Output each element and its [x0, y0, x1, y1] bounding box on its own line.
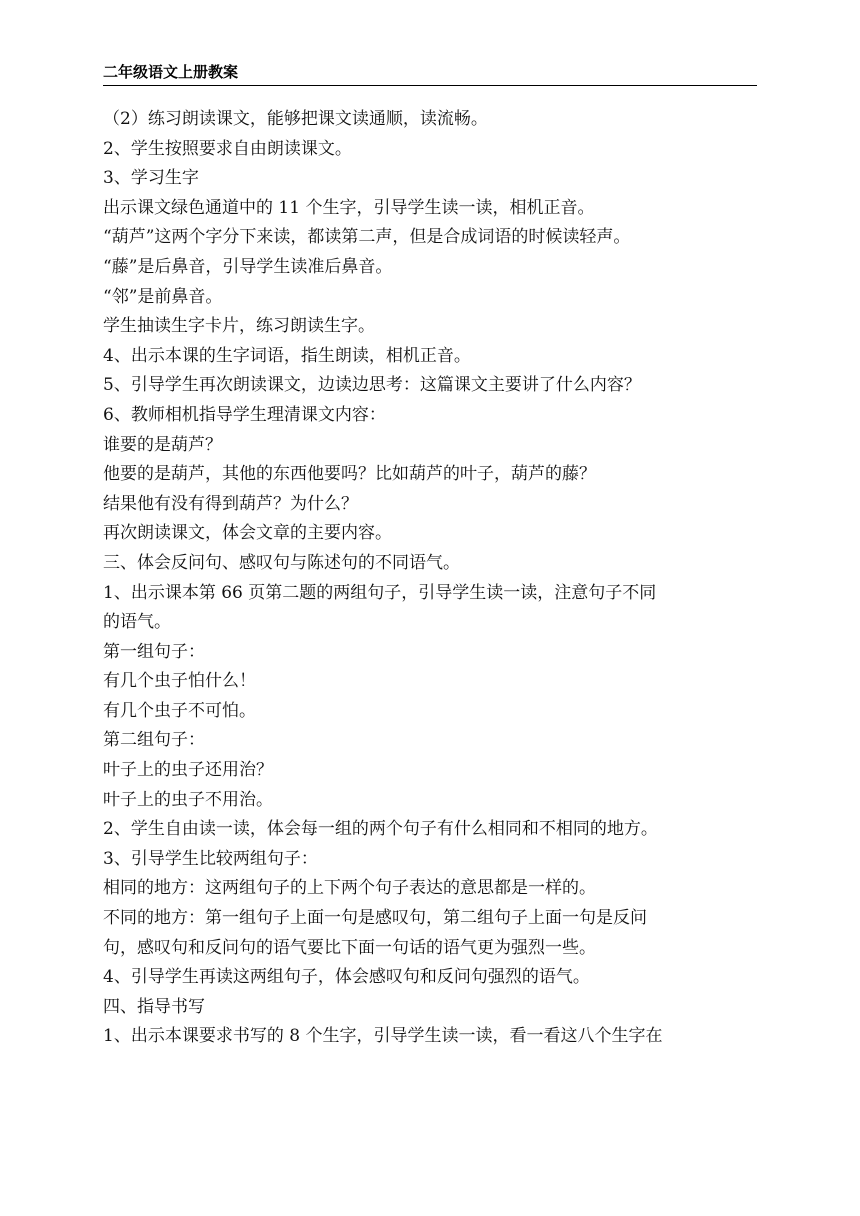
text-line: 第一组句子：	[103, 641, 205, 662]
text-line: 有几个虫子怕什么！	[103, 671, 256, 692]
text-line: 1、出示课本第 66 页第二题的两组句子，引导学生读一读，注意句子不同	[103, 582, 657, 603]
text-line: 叶子上的虫子还用治？	[103, 760, 273, 781]
text-line: 第二组句子：	[103, 730, 205, 751]
text-line: 5、引导学生再次朗读课文，边读边思考：这篇课文主要讲了什么内容？	[103, 375, 641, 396]
section-heading: 三、体会反问句、感叹句与陈述句的不同语气。	[103, 552, 460, 573]
text-line: “邻”是前鼻音。	[103, 286, 223, 307]
section-heading: 四、指导书写	[103, 996, 205, 1017]
text-line: 结果他有没有得到葫芦？为什么？	[103, 493, 358, 514]
text-line: 相同的地方：这两组句子的上下两个句子表达的意思都是一样的。	[103, 878, 596, 899]
text-line: 4、引导学生再读这两组句子，体会感叹句和反问句强烈的语气。	[103, 967, 590, 988]
text-line: 的语气。	[103, 612, 171, 633]
document-body	[103, 105, 763, 1052]
text-line: 1、出示本课要求书写的 8 个生字，引导学生读一读，看一看这八个生字在	[103, 1026, 663, 1047]
text-line: 他要的是葫芦，其他的东西他要吗？比如葫芦的叶子，葫芦的藤？	[103, 464, 596, 485]
text-line: 4、出示本课的生字词语，指生朗读，相机正音。	[103, 345, 471, 366]
text-line: “藤”是后鼻音，引导学生读准后鼻音。	[103, 256, 393, 277]
section-heading: 3、学习生字	[103, 168, 199, 189]
text-line: （2）练习朗读课文，能够把课文读通顺，读流畅。	[103, 109, 488, 129]
text-line: 学生抽读生字卡片，练习朗读生字。	[103, 316, 375, 337]
text-line: 出示课文绿色通道中的 11 个生字，引导学生读一读，相机正音。	[103, 197, 595, 218]
text-line: 2、学生自由读一读，体会每一组的两个句子有什么相同和不相同的地方。	[103, 819, 658, 840]
text-line: 6、教师相机指导学生理清课文内容：	[103, 404, 386, 425]
text-line: 有几个虫子不可怕。	[103, 700, 256, 721]
header-title: 二年级语文上册教案	[103, 63, 239, 81]
page-header	[103, 62, 757, 86]
text-line: 不同的地方：第一组句子上面一句是感叹句，第二组句子上面一句是反问	[103, 908, 647, 929]
text-line: 叶子上的虫子不用治。	[103, 789, 273, 810]
text-line: 句，感叹句和反问句的语气要比下面一句话的语气更为强烈一些。	[103, 937, 596, 958]
text-line: 3、引导学生比较两组句子：	[103, 848, 318, 869]
text-line: “葫芦”这两个字分下来读，都读第二声，但是合成词语的时候读轻声。	[103, 227, 631, 248]
text-line: 再次朗读课文，体会文章的主要内容。	[103, 523, 392, 544]
text-line: 2、学生按照要求自由朗读课文。	[103, 138, 352, 159]
text-line: 谁要的是葫芦？	[103, 434, 222, 455]
